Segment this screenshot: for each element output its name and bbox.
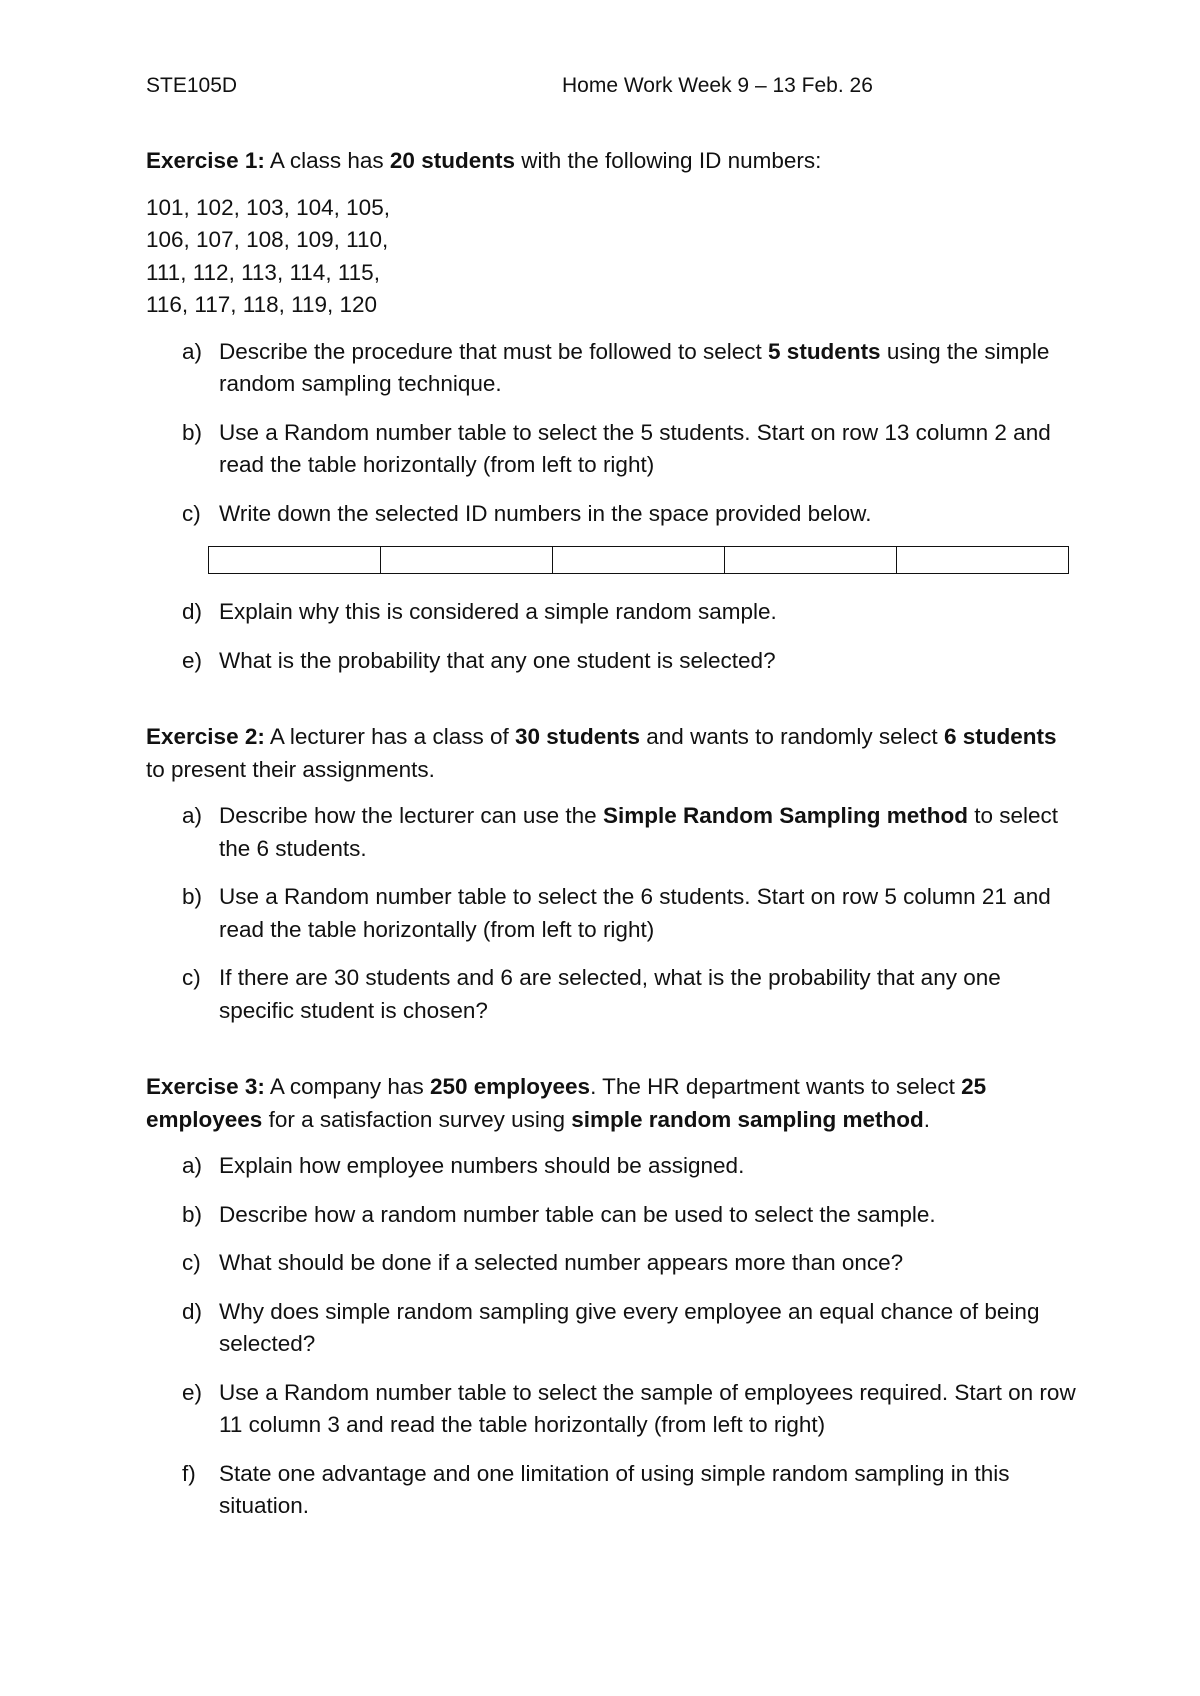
page-header: [146, 74, 906, 102]
question-text: Describe the procedure that must be followed to select: [219, 338, 769, 364]
question-text: What should be done if a selected number appears more than once?: [219, 1250, 904, 1275]
question-label: d): [182, 599, 203, 624]
exercise-3-bold: simple random sampling method: [571, 1106, 924, 1132]
question-item: [146, 498, 1076, 531]
exercise-3-text: A company has: [264, 1074, 430, 1099]
id-row: 101, 102, 103, 104, 105,: [146, 194, 390, 220]
question-label: a): [182, 1153, 203, 1178]
homework-title: Home Work Week 9 – 13 Feb. 26: [562, 74, 873, 97]
question-text: Explain how employee numbers should be assigned.: [219, 1153, 745, 1178]
question-item: [146, 1296, 1076, 1361]
answer-row: [209, 547, 1069, 574]
answer-cell[interactable]: [209, 547, 381, 574]
question-item: [146, 596, 1076, 629]
exercise-1-heading: [146, 145, 1076, 178]
question-label: e): [182, 1379, 203, 1405]
question-label: a): [182, 803, 203, 828]
exercise-1-text: with the following ID numbers:: [514, 148, 822, 173]
question-text: If there are 30 students and 6 are selected, what is the probability that any one specific student is chosen?: [219, 965, 1001, 1023]
question-text: Why does simple random sampling give every employee an equal chance of being selected?: [219, 1298, 1040, 1356]
question-text: Describe how the lecturer can use the: [219, 803, 603, 828]
question-label: f): [182, 1460, 196, 1486]
exercise-1-label: Exercise 1:: [146, 148, 265, 173]
question-item: [146, 417, 1076, 482]
answer-cell[interactable]: [897, 547, 1069, 574]
question-item: [146, 645, 1076, 678]
exercise-2-text: and wants to randomly select: [640, 724, 944, 749]
question-bold: Simple Random Sampling method: [602, 803, 968, 828]
exercise-3-text: .: [923, 1106, 931, 1132]
document-body: [146, 145, 1076, 1539]
exercise-2-text: to present their assignments.: [146, 756, 435, 782]
exercise-1-questions-cont: [146, 596, 1076, 677]
question-text: using the simple random sampling technique.: [219, 338, 1050, 396]
question-item: [146, 336, 1076, 401]
id-row: 116, 117, 118, 119, 120: [146, 292, 378, 317]
exercise-1-questions: [146, 336, 1076, 531]
question-text: Write down the selected ID numbers in the space provided below.: [219, 500, 872, 526]
id-number-list: [146, 192, 1076, 322]
question-text: Use a Random number table to select the sample of employees required. Start on row 11 column 3 and read the table horizontally (from left to right): [219, 1379, 1076, 1437]
exercise-3-bold: 25 employees: [146, 1074, 987, 1132]
exercise-2-questions: [146, 800, 1076, 1027]
question-item: [146, 1458, 1076, 1523]
question-item: [146, 881, 1076, 946]
question-label: b): [182, 419, 203, 445]
question-label: c): [182, 1250, 201, 1275]
question-item: [146, 1377, 1076, 1442]
question-text: What is the probability that any one student is selected?: [219, 647, 776, 673]
question-bold: 5 students: [768, 338, 881, 364]
exercise-3-heading: [146, 1071, 1076, 1136]
spacer: [146, 693, 1076, 721]
question-item: [146, 962, 1076, 1027]
answer-box-table: [208, 546, 1069, 574]
question-label: c): [182, 965, 201, 990]
question-text: Use a Random number table to select the 6 students. Start on row 5 column 21 and read the table horizontally (from left to right): [219, 884, 1051, 942]
exercise-1-text: A class has: [264, 148, 390, 173]
exercise-3-text: . The HR department wants to select: [590, 1074, 962, 1099]
answer-cell[interactable]: [381, 547, 553, 574]
answer-cell[interactable]: [725, 547, 897, 574]
question-text: Use a Random number table to select the 5 students. Start on row 13 column 2 and read the table horizontally (from left to right): [219, 419, 1051, 477]
question-label: d): [182, 1298, 203, 1324]
question-text: Explain why this is considered a simple random sample.: [219, 599, 777, 624]
question-item: [146, 800, 1076, 865]
question-label: e): [182, 647, 203, 673]
spacer: [146, 1043, 1076, 1071]
question-text: State one advantage and one limitation of using simple random sampling in this situation.: [219, 1460, 1010, 1518]
exercise-2-heading: [146, 721, 1076, 786]
question-label: b): [182, 1201, 203, 1227]
exercise-3-bold: 250 employees: [429, 1074, 591, 1099]
question-text: Describe how a random number table can be used to select the sample.: [219, 1201, 936, 1227]
course-code: STE105D: [146, 74, 238, 97]
exercise-2-bold: 30 students: [514, 724, 641, 749]
question-text: to select the 6 students.: [219, 803, 1059, 861]
exercise-3-text: for a satisfaction survey using: [262, 1106, 572, 1132]
exercise-1-bold: 20 students: [389, 148, 515, 173]
exercise-3-label: Exercise 3:: [146, 1074, 265, 1099]
answer-cell[interactable]: [553, 547, 725, 574]
id-row: 111, 112, 113, 114, 115,: [146, 259, 380, 285]
exercise-2-text: A lecturer has a class of: [264, 724, 515, 749]
question-item: [146, 1247, 1076, 1280]
question-item: [146, 1199, 1076, 1232]
question-item: [146, 1150, 1076, 1183]
exercise-3-questions: [146, 1150, 1076, 1523]
exercise-2-bold: 6 students: [943, 724, 1057, 749]
exercise-2-label: Exercise 2:: [146, 724, 265, 749]
question-label: b): [182, 884, 203, 909]
question-label: c): [182, 500, 201, 526]
question-label: a): [182, 338, 203, 364]
id-row: 106, 107, 108, 109, 110,: [146, 227, 389, 252]
